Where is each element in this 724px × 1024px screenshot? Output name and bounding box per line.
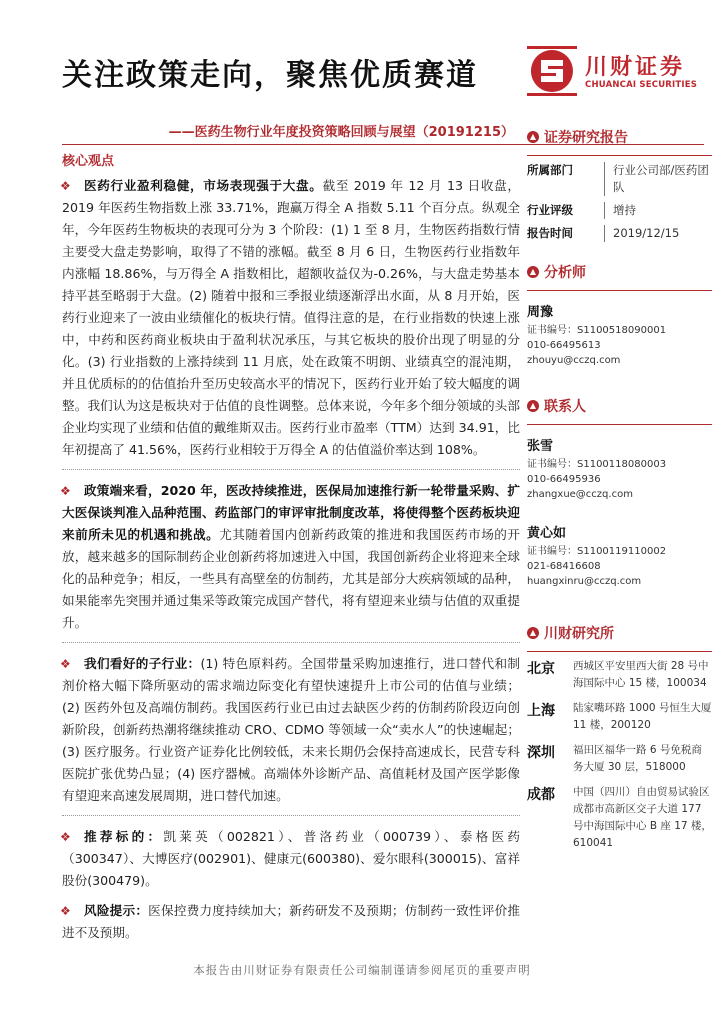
institute-header bbox=[527, 623, 712, 643]
person-cert: 证书编号：S1100118080003 bbox=[527, 459, 667, 470]
report-info-title: 证券研究报告 bbox=[544, 130, 628, 146]
paragraph-lead: 政策端来看，2020 年，医改持续推进，医保局加速推行新一轮带量采购、扩大医保谈判准入品种范围、药监部门的审评审批制度改革，将使得整个医药板块迎来前所未见的机遇和挑战。 bbox=[62, 483, 520, 542]
analyst-card bbox=[527, 301, 712, 368]
section-marker-icon: ▲ bbox=[527, 266, 539, 278]
person-name: 黄心如 bbox=[527, 526, 567, 541]
info-row-department bbox=[527, 162, 712, 196]
paragraph-text: (1) 特色原料药。全国带量采购加速推行，进口替代和制剂价格大幅下降所驱动的需求端边际变化有望快速提升上市公司的估值与业绩；(2) 医药外包及高端仿制药。我国医药行业已由过去缺医少药的仿制药阶段迈向创新阶段，创新药热潮将继续推动 CRO、CDMO 等领域一众“卖水人”的快速崛起；(3) 医疗服务。行业资产证券化比例较低，未来长期仍会保持高速成长，民营专科医院扩张优势凸显；(4) 医疗器械。高端体外诊断产品、高值耗材及国产医学影像有望迎来高速发展周期，进口替代加速。 bbox=[62, 656, 521, 803]
info-value: 2019/12/15 bbox=[604, 225, 712, 242]
logo-english-name: CHUANCAI SECURITIES bbox=[585, 80, 698, 90]
person-email[interactable]: huangxinru@cczq.com bbox=[527, 576, 642, 587]
person-email[interactable]: zhouyu@cczq.com bbox=[527, 355, 621, 366]
person-name: 张雪 bbox=[527, 439, 554, 454]
paragraph-risks bbox=[62, 900, 520, 944]
contact-card bbox=[527, 435, 712, 502]
office-address: 西城区平安里西大街 28 号中海国际中心 15 楼，100034 bbox=[573, 660, 709, 689]
info-row-rating bbox=[527, 202, 712, 219]
office-address: 中国（四川）自由贸易试验区成都市高新区交子大道 177 号中海国际中心 B 座 17 楼，610041 bbox=[573, 786, 712, 849]
office-shenzhen bbox=[527, 742, 712, 776]
logo-chinese-name: 川财证券 bbox=[585, 55, 686, 80]
paragraph-lead: 医药行业盈利稳健，市场表现强于大盘。 bbox=[84, 178, 323, 193]
paragraph-policy bbox=[62, 480, 520, 634]
report-info-header bbox=[527, 127, 712, 147]
institute-title: 川财研究所 bbox=[544, 626, 614, 642]
analyst-header bbox=[527, 262, 712, 282]
person-cert: 证书编号：S1100119110002 bbox=[527, 546, 667, 557]
paragraph-market bbox=[62, 175, 520, 461]
dotted-divider bbox=[62, 642, 520, 643]
contacts-title: 联系人 bbox=[544, 399, 586, 415]
paragraph-lead: 推荐标的： bbox=[84, 829, 164, 844]
diamond-bullet-icon: ❖ bbox=[60, 179, 71, 193]
info-key: 行业评级 bbox=[527, 203, 573, 217]
sidebar bbox=[527, 127, 712, 860]
office-beijing bbox=[527, 658, 712, 692]
section-marker-icon: ▲ bbox=[527, 627, 539, 639]
dotted-divider bbox=[62, 469, 520, 470]
info-value: 增持 bbox=[604, 202, 712, 219]
info-key: 所属部门 bbox=[527, 163, 573, 177]
paragraph-lead: 风险提示： bbox=[84, 903, 149, 918]
person-phone: 010-66495936 bbox=[527, 474, 601, 485]
diamond-bullet-icon: ❖ bbox=[60, 830, 71, 844]
section-marker-icon: ▲ bbox=[527, 131, 539, 143]
company-logo bbox=[527, 46, 697, 96]
contacts-header bbox=[527, 396, 712, 416]
section-marker-icon: ▲ bbox=[527, 400, 539, 412]
person-phone: 010-66495613 bbox=[527, 340, 601, 351]
office-chengdu bbox=[527, 784, 712, 852]
office-address: 陆家嘴环路 1000 号恒生大厦 11 楼，200120 bbox=[573, 702, 712, 731]
office-city: 北京 bbox=[527, 661, 555, 677]
footer-disclaimer: 本报告由川财证券有限责任公司编制谨请参阅尾页的重要声明 bbox=[193, 963, 531, 977]
core-views-title: 核心观点 bbox=[62, 154, 115, 169]
paragraph-text: 医保控费力度持续加大；新药研发不及预期；仿制药一致性评价推进不及预期。 bbox=[62, 903, 521, 940]
dotted-divider bbox=[62, 815, 520, 816]
diamond-bullet-icon: ❖ bbox=[60, 904, 71, 918]
paragraph-text: 截至 2019 年 12 月 13 日收盘，2019 年医药生物指数上涨 33.71%，跑赢万得全 A 指数 5.11 个百分点。纵观全年，今年医药生物板块的表现可分为 3 个阶段：(1) 1 至 8 月，生物医药指数行情主要受大盘走势影响，取得了不错的涨幅。截至 8 月 6 日，生物医药行业指数年内涨幅 18.86%，与万得全 A 指数相比，超额收益仅为-0.26%，与大盘走势基本持平甚至略弱于大盘。(2) 随着中报和三季报业绩逐渐浮出水面，从 8 月开始，医药行业迎来了一波由业绩催化的板块行情。值得注意的是，在行业指数的快速上涨中，中药和医药商业板块由于盈利状况承压，与其它板块的股价出现了明显的分化。(3) 行业指数的上涨持续到 11 月底，处在政策不明朗、业绩真空的混沌期，并且优质标的的估值抬升至历史较高水平的情况下，医药行业开始了较大幅度的调整。我们认为这是板块对于估值的良性调整。总体来说，今年多个细分领域的头部企业均实现了业绩和估值的戴维斯双击。医药行业市盈率（TTM）达到 34.91，比年初提高了 41.56%，医药行业相较于万得全 A 的估值溢价率达到 108%。 bbox=[62, 178, 521, 457]
info-key: 报告时间 bbox=[527, 226, 573, 240]
paragraph-lead: 我们看好的子行业： bbox=[84, 656, 201, 671]
core-views-column bbox=[62, 150, 520, 952]
logo-mark-icon bbox=[527, 46, 577, 96]
contact-card bbox=[527, 522, 712, 589]
person-phone: 021-68416608 bbox=[527, 561, 601, 572]
office-address: 福田区福华一路 6 号免税商务大厦 30 层，518000 bbox=[573, 744, 702, 773]
office-city: 深圳 bbox=[527, 745, 555, 761]
info-value: 行业公司部/医药团队 bbox=[604, 162, 712, 196]
office-shanghai bbox=[527, 700, 712, 734]
section-divider bbox=[527, 290, 712, 291]
diamond-bullet-icon: ❖ bbox=[60, 484, 71, 498]
paragraph-text: 尤其随着国内创新药政策的推进和我国医药市场的开放，越来越多的国际制药企业创新药将加速进入中国，我国创新药企业将迎来全球化的品种竞争；相反，一些具有高壁垒的仿制药，尤其是部分大疾病领域的品种，如果能率先突围并通过集采等政策完成国产替代，将有望迎来业绩与估值的双重提升。 bbox=[62, 527, 521, 630]
paragraph-subsectors bbox=[62, 653, 520, 807]
paragraph-recommendations bbox=[62, 826, 520, 892]
section-divider bbox=[527, 424, 712, 425]
section-divider bbox=[527, 155, 712, 156]
diamond-bullet-icon: ❖ bbox=[60, 657, 71, 671]
section-divider bbox=[527, 651, 712, 652]
report-subtitle: ——医药生物行业年度投资策略回顾与展望（20191215） bbox=[168, 125, 514, 140]
person-email[interactable]: zhangxue@cczq.com bbox=[527, 489, 633, 500]
analyst-title: 分析师 bbox=[544, 265, 586, 281]
person-cert: 证书编号：S1100518090001 bbox=[527, 325, 667, 336]
office-city: 成都 bbox=[527, 787, 555, 803]
office-city: 上海 bbox=[527, 703, 555, 719]
info-row-date bbox=[527, 225, 712, 242]
person-name: 周豫 bbox=[527, 305, 554, 320]
paragraph-text: 凯莱英（002821）、普洛药业（000739）、泰格医药（300347）、大博医疗(002901)、健康元(600380)、爱尔眼科(300015)、富祥股份(300479)。 bbox=[62, 829, 520, 888]
report-title: 关注政策走向，聚焦优质赛道 bbox=[62, 58, 478, 93]
